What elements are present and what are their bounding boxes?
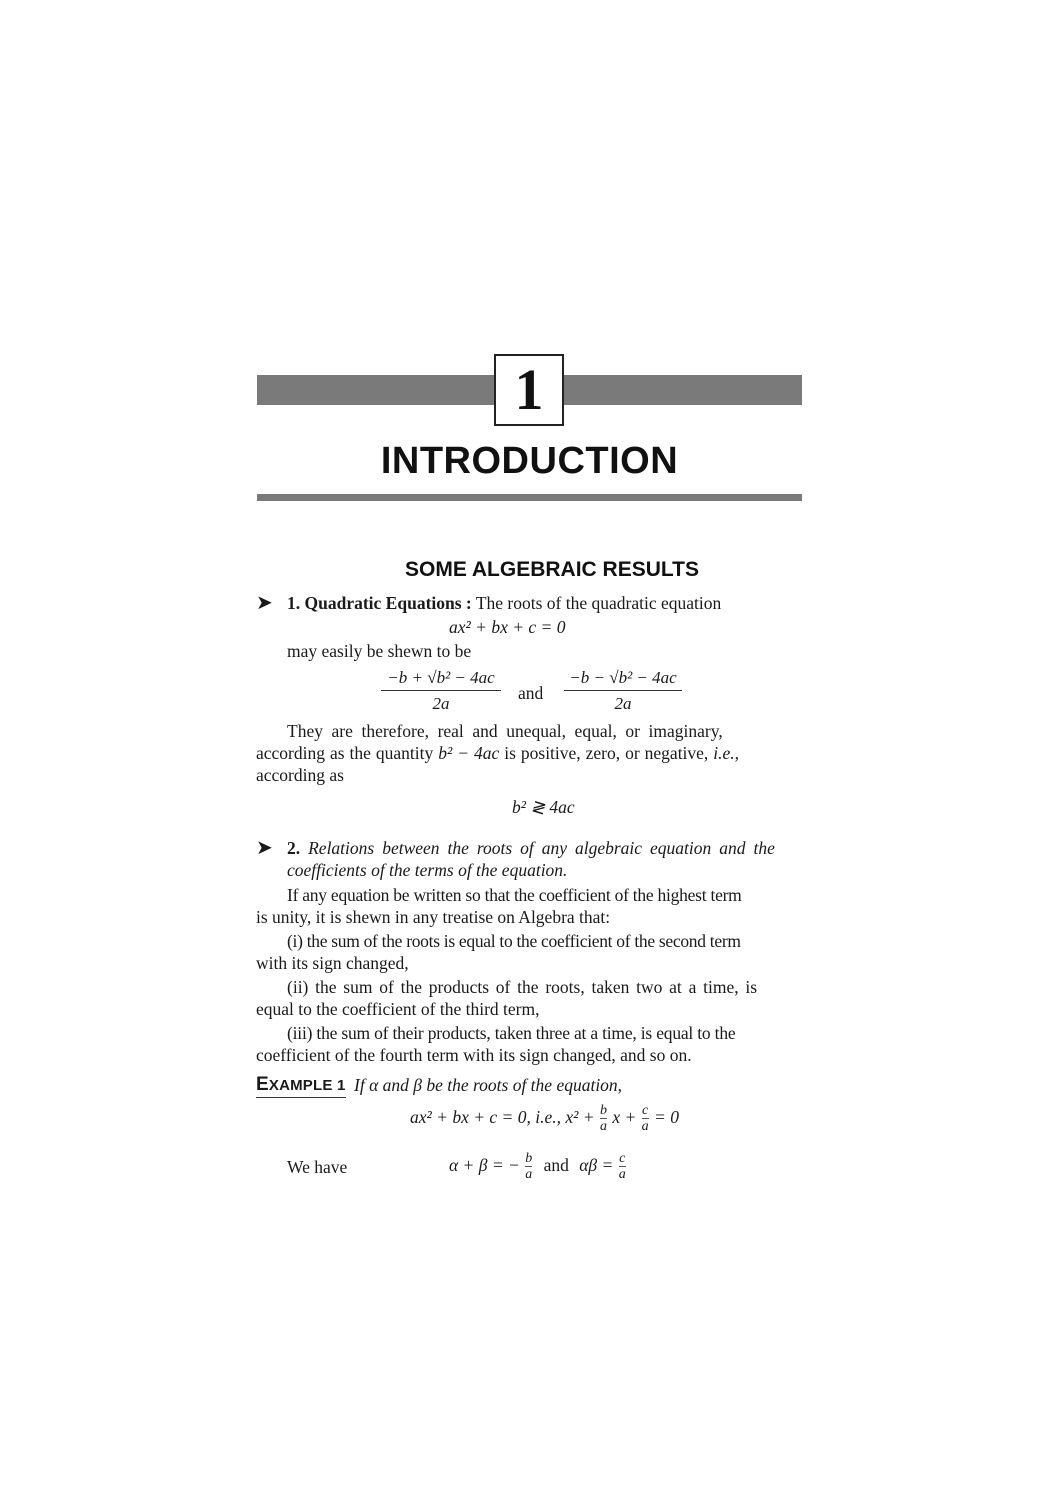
bullet-arrow-icon: ➤ [256, 837, 273, 859]
item1-intro: The roots of the quadratic equation [475, 593, 722, 613]
item2-ii-line2: equal to the coefficient of the third term, [256, 999, 540, 1019]
root-plus-numerator: −b + √b² − 4ac [387, 668, 495, 687]
item2-iii-line2: coefficient of the fourth term with its sign changed, and so on. [256, 1045, 692, 1065]
nature-line2: according as the quantity b² − 4ac is positive, zero, or negative, i.e., [256, 743, 740, 763]
item2-heading-line2: coefficients of the terms of the equation. [287, 860, 568, 880]
chapter-number: 1 [494, 354, 564, 426]
example-statement: If α and β be the roots of the equation, [354, 1075, 623, 1095]
item1-label: 1. Quadratic Equations : [287, 593, 472, 613]
b-over-a: $\frac{b}{a}$ [599, 1103, 607, 1135]
product-fraction: $\frac{c}{a}$ [618, 1151, 626, 1183]
chapter-bar-right [563, 375, 802, 405]
root-plus-denominator: 2a [381, 690, 501, 714]
item2-p1-line2: is unity, it is shewn in any treatise on Algebra that: [256, 907, 611, 927]
root-plus-fraction [381, 668, 501, 714]
nature-line1: They are therefore, real and unequal, equal, or imaginary, [287, 721, 723, 741]
example-label: EXAMPLE 1 [256, 1074, 346, 1098]
item2-label: 2. [287, 838, 301, 858]
item2-p1-line1: If any equation be written so that the coefficient of the highest term [287, 885, 742, 905]
chapter-bar-left [257, 375, 495, 405]
c-over-a: $\frac{c}{a}$ [641, 1103, 649, 1135]
item2-ii-line1: (ii) the sum of the products of the roots, taken two at a time, is [287, 977, 758, 997]
item2-iii-line1: (iii) the sum of their products, taken three at a time, is equal to the [287, 1023, 736, 1043]
quadratic-equation: ax² + bx + c = 0 [449, 617, 566, 637]
item2-heading-line1: 2. Relations between the roots of any algebraic equation and the [287, 838, 775, 858]
chapter-title: INTRODUCTION [380, 440, 679, 482]
example-equation: ax² + bx + c = 0, i.e., x² + $\frac{b}{a}$ x + $\frac{c}{a}$ = 0 [410, 1103, 679, 1135]
root-minus-denominator: 2a [564, 690, 682, 714]
item1-line [287, 592, 721, 614]
discriminant-condition: b² ≷ 4ac [512, 797, 575, 817]
item2-i-line2: with its sign changed, [256, 953, 409, 973]
item2-i-line1: (i) the sum of the roots is equal to the coefficient of the second term [287, 931, 741, 951]
discriminant: b² − 4ac [438, 743, 500, 763]
sum-fraction: $\frac{b}{a}$ [525, 1151, 533, 1183]
root-minus-numerator: −b − √b² − 4ac [569, 668, 677, 687]
bullet-arrow-icon: ➤ [256, 592, 273, 614]
section-title: SOME ALGEBRAIC RESULTS [404, 558, 699, 581]
root-minus-fraction [564, 668, 682, 714]
nature-line3: according as [256, 765, 344, 785]
sum-of-roots: α + β = − $\frac{b}{a}$ and αβ = $\frac{c}{a}$ [449, 1151, 626, 1183]
we-have-text: We have [287, 1157, 348, 1177]
shewn-text: may easily be shewn to be [287, 641, 472, 661]
chapter-underline [257, 494, 802, 501]
and-text: and [518, 683, 544, 703]
